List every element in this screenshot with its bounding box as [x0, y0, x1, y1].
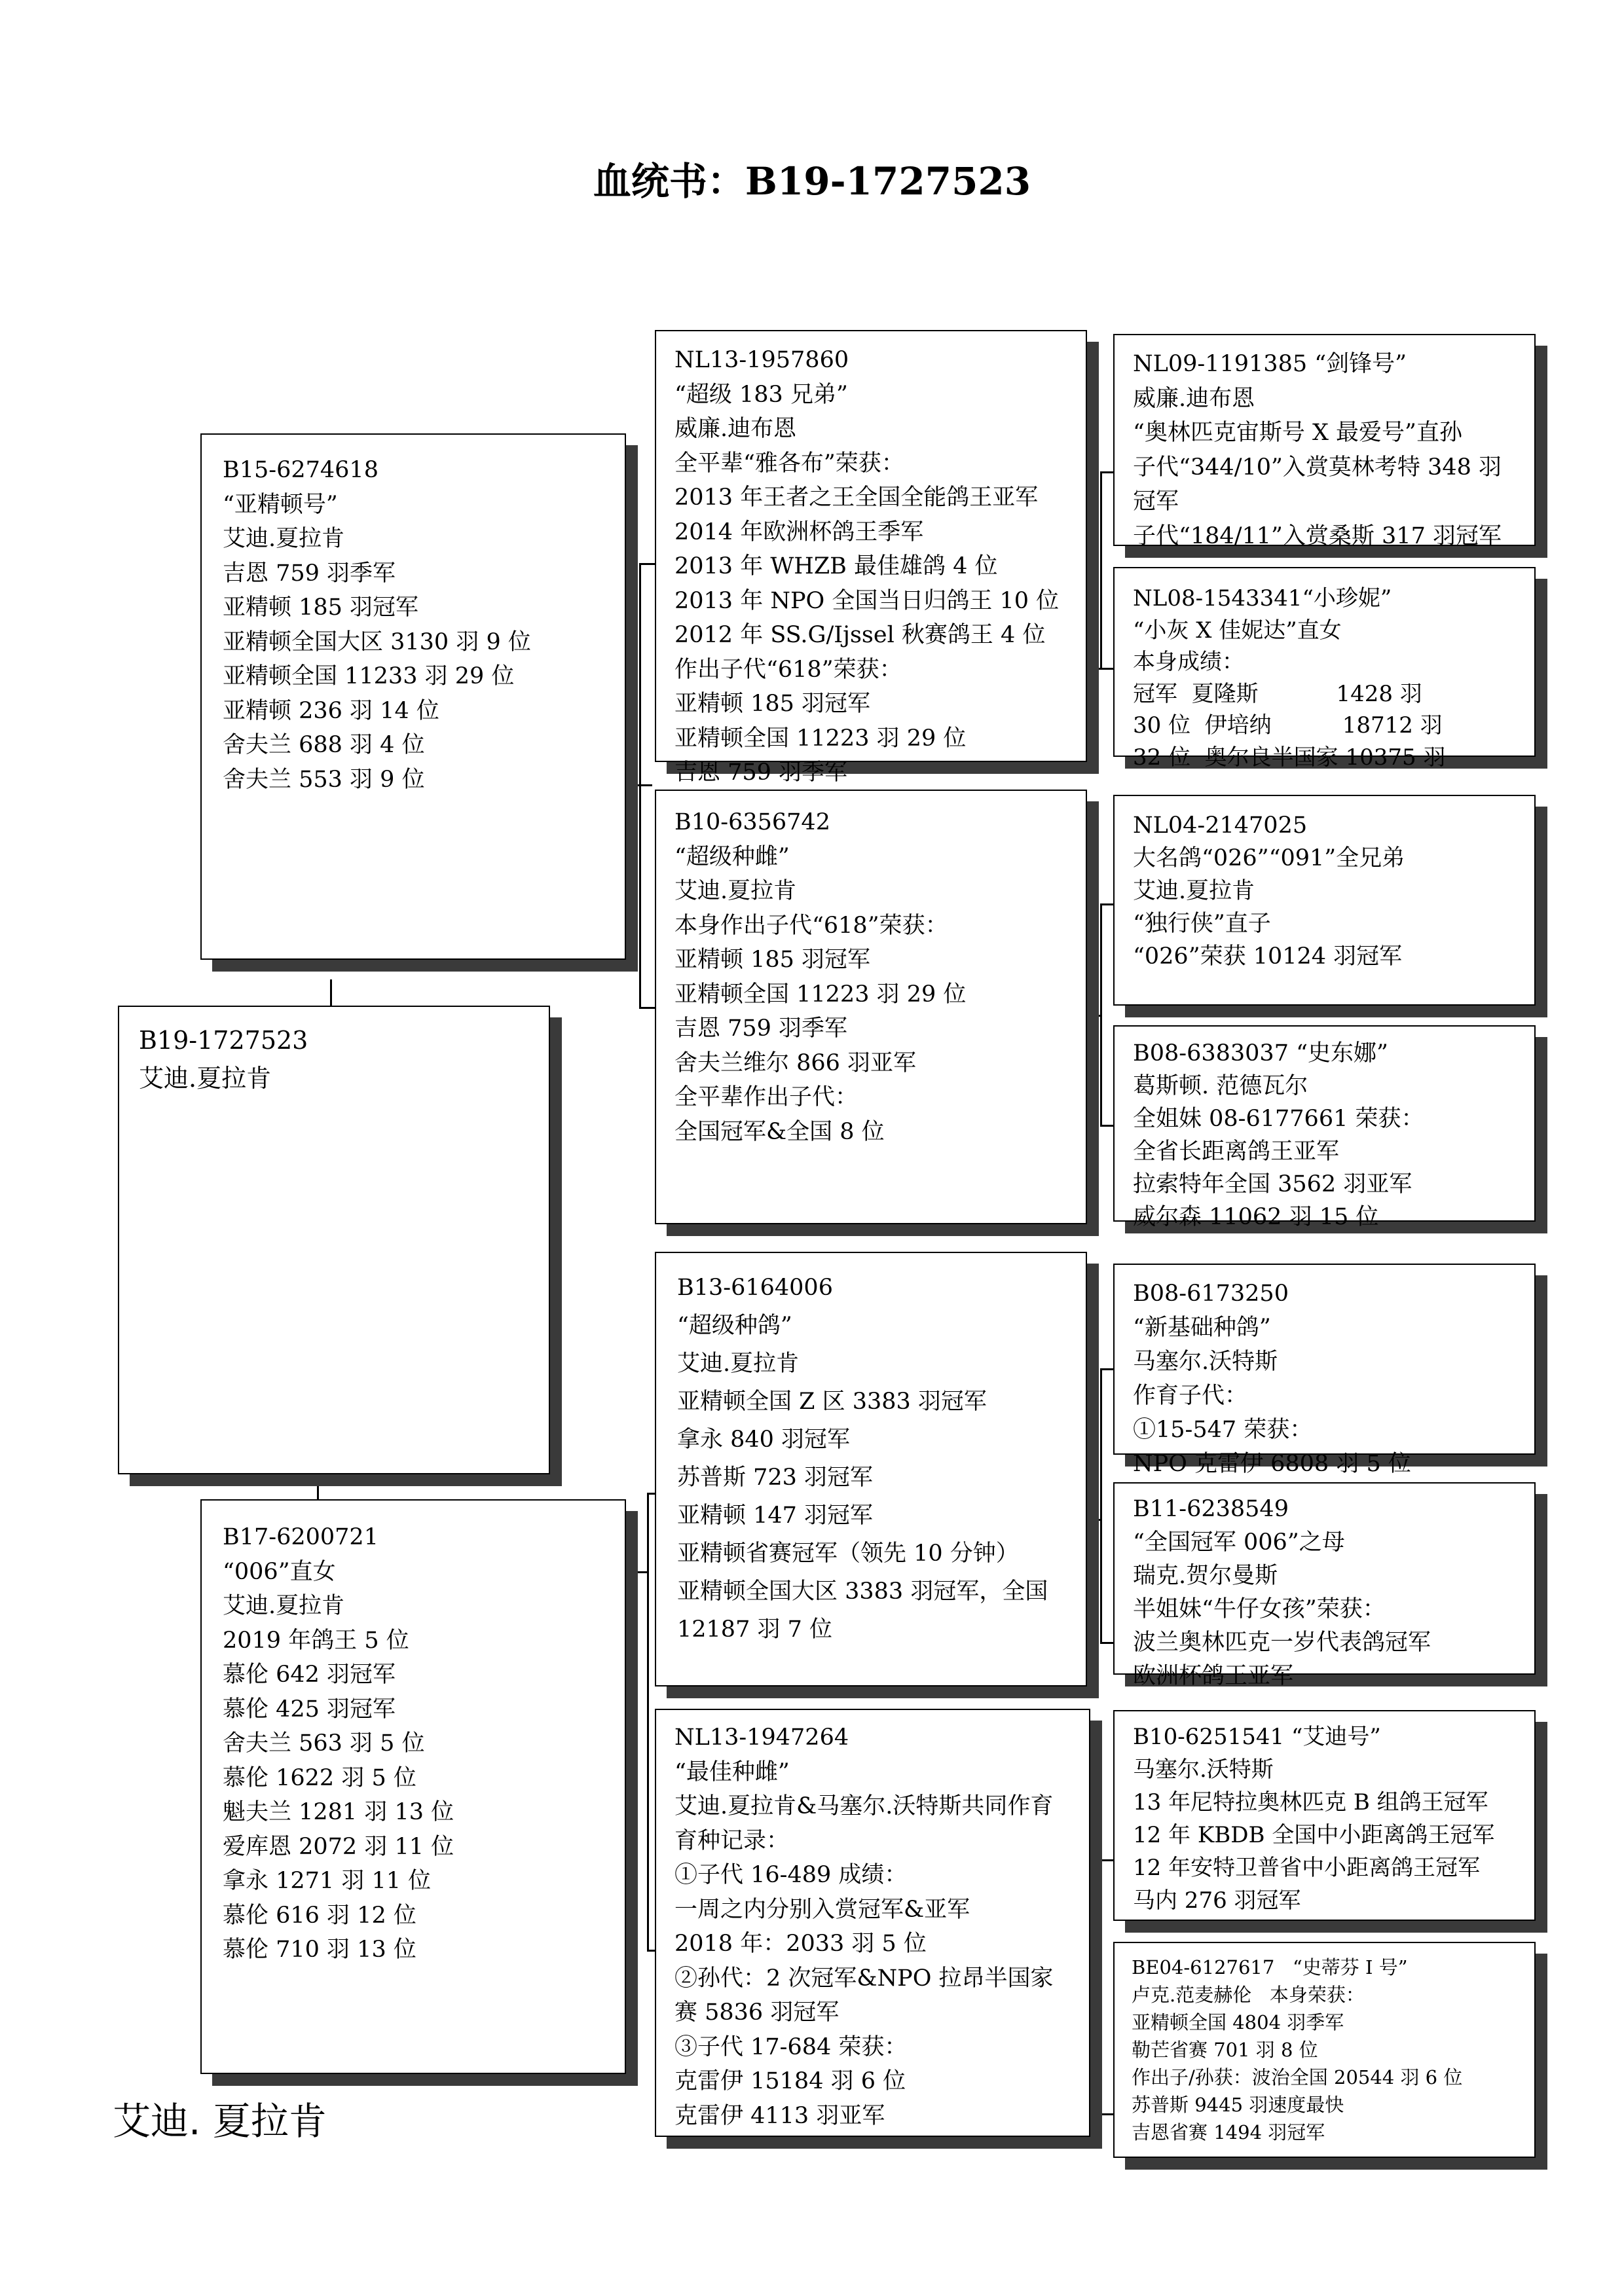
result-line: 亚精顿全国大区 3383 羽冠军，全国 — [677, 1578, 1048, 1605]
result-line: “独行侠”直子 — [1133, 911, 1271, 937]
bird-name: “全国冠军 006”之母 — [1133, 1529, 1345, 1556]
ring-number: B10-6251541 “艾迪号” — [1133, 1724, 1381, 1750]
great-grandparent-card-8 — [1113, 1942, 1536, 2158]
result-line: 舍夫兰 553 羽 9 位 — [223, 766, 425, 793]
result-line: 13 年尼特拉奥林匹克 B 组鸽王冠军 — [1133, 1789, 1488, 1815]
result-line: ①15-547 荣获： — [1133, 1417, 1313, 1443]
connector-line — [1100, 1368, 1102, 1643]
connector-line — [1100, 1125, 1113, 1127]
ring-number: NL04-2147025 — [1133, 812, 1308, 839]
breeder-footer: 艾迪. 夏拉肯 — [113, 2099, 327, 2143]
great-grandparent-card-5 — [1113, 1264, 1536, 1477]
result-line: 12 年安特卫普省中小距离鸽王冠军 — [1133, 1855, 1481, 1881]
result-line: 2012 年 SS.G/Ijssel 秋赛鸽王 4 位 — [674, 622, 1046, 648]
result-line: 30 位 伊培纳 18712 羽 — [1133, 712, 1443, 738]
result-line: NPO 克雷伊 6808 羽 5 位 — [1133, 1451, 1411, 1477]
result-line: 全国冠军&全国 8 位 — [674, 1118, 885, 1145]
result-line: 亚精顿全国 11223 羽 29 位 — [674, 725, 967, 752]
great-grandparent-card-2 — [1113, 567, 1536, 771]
connector-line — [1100, 668, 1113, 670]
connector-line — [1090, 1977, 1100, 1979]
result-line: 吉恩省赛 1494 羽冠军 — [1132, 2121, 1325, 2143]
ring-number: NL08-1543341“小珍妮” — [1133, 585, 1392, 611]
dam-card — [200, 1499, 626, 2074]
ring-number: NL09-1191385 “剑锋号” — [1133, 351, 1407, 377]
result-line: 全姐妹 08-6177661 荣获： — [1133, 1106, 1424, 1132]
result-line: 威尔森 11062 羽 15 位 — [1133, 1204, 1379, 1230]
ring-number: B08-6173250 — [1133, 1281, 1289, 1307]
result-line: 32 位 奥尔良半国家 10375 羽 — [1133, 744, 1446, 771]
connector-line — [317, 1474, 319, 1499]
ring-number: B15-6274618 — [223, 457, 378, 483]
section-heading: 本身成绩： — [1133, 649, 1244, 675]
result-line: ①子代 16-489 成绩： — [674, 1862, 908, 1888]
breeder-name: 马塞尔.沃特斯 — [1133, 1349, 1278, 1375]
result-line: 12187 羽 7 位 — [677, 1616, 832, 1643]
result-line: 作出子/孙获：波治全国 20544 羽 6 位 — [1132, 2066, 1463, 2088]
result-line: 本身作出子代“618”荣获： — [674, 912, 948, 939]
great-grandparent-card-4 — [1113, 1025, 1536, 1230]
bird-name: “超级种雌” — [674, 843, 790, 870]
result-line: 亚精顿全国大区 3130 羽 9 位 — [223, 629, 531, 655]
result-line: 舍夫兰 563 羽 5 位 — [223, 1730, 425, 1757]
breeder-name: 威廉.迪布恩 — [1133, 385, 1255, 412]
result-line: 吉恩 759 羽季军 — [223, 560, 396, 587]
ring-number: NL13-1947264 — [674, 1724, 849, 1751]
result-line: 马内 276 羽冠军 — [1133, 1887, 1301, 1914]
connector-line — [1087, 1519, 1100, 1521]
connector-line — [1087, 668, 1100, 670]
section-heading: 育种记录： — [674, 1827, 790, 1854]
connector-line — [1100, 471, 1102, 668]
result-line: 亚精顿全国 11223 羽 29 位 — [674, 981, 967, 1008]
result-line: 苏普斯 723 羽冠军 — [677, 1465, 874, 1491]
result-line: 舍夫兰 688 羽 4 位 — [223, 732, 425, 758]
connector-line — [1087, 1015, 1100, 1017]
sire-sire-card — [655, 330, 1087, 786]
result-line: 半姐妹“牛仔女孩”荣获： — [1133, 1596, 1386, 1622]
result-line: 慕伦 616 羽 12 位 — [223, 1902, 416, 1929]
great-grandparent-card-7 — [1113, 1710, 1536, 1921]
result-line: 魁夫兰 1281 羽 13 位 — [223, 1799, 454, 1825]
ring-number: B08-6383037 “史东娜” — [1133, 1040, 1388, 1066]
ring-number: B17-6200721 — [223, 1524, 378, 1550]
result-line: ③子代 17-684 荣获： — [674, 2033, 908, 2060]
result-line: 舍夫兰维尔 866 羽亚军 — [674, 1049, 917, 1076]
result-line: 作出子代“618”荣获： — [674, 656, 902, 683]
result-line: 2013 年王者之王全国全能鸽王亚军 — [674, 484, 1039, 511]
connector-line — [639, 563, 641, 1008]
subject-bird-card — [118, 1006, 550, 1474]
result-line: 亚精顿全国 Z 区 3383 羽冠军 — [677, 1389, 987, 1415]
connector-line — [647, 1493, 649, 1951]
dam-dam-card — [655, 1709, 1090, 2137]
result-line: 拿永 840 羽冠军 — [677, 1427, 851, 1453]
ring-number: B10-6356742 — [674, 809, 830, 835]
result-line: 亚精顿 185 羽冠军 — [223, 594, 419, 621]
result-line: 冠军 夏隆斯 1428 羽 — [1133, 680, 1422, 707]
bird-name: “新基础种鸽” — [1133, 1315, 1271, 1341]
result-line: 全平辈作出子代： — [674, 1084, 858, 1110]
document-title: 血统书：B19-1727523 — [593, 159, 1031, 204]
result-line: 拉索特年全国 3562 羽亚军 — [1133, 1171, 1412, 1197]
sire-dam-card — [655, 790, 1087, 1224]
bird-name: “小灰 X 佳妮达”直女 — [1133, 617, 1342, 644]
result-line: 全省长距离鸽王亚军 — [1133, 1139, 1340, 1165]
result-line: 拿永 1271 羽 11 位 — [223, 1868, 432, 1894]
breeder-name: 威廉.迪布恩 — [674, 416, 797, 442]
result-line: 亚精顿 236 羽 14 位 — [223, 697, 439, 724]
connector-line — [1100, 903, 1102, 1126]
connector-line — [330, 979, 332, 1006]
result-line: 慕伦 425 羽冠军 — [223, 1696, 396, 1722]
result-line: 一周之内分别入赏冠军&亚军 — [674, 1896, 970, 1923]
connector-line — [1100, 2113, 1113, 2115]
breeder-name: 艾迪.夏拉肯 — [1133, 878, 1255, 904]
result-line: 爱库恩 2072 羽 11 位 — [223, 1833, 454, 1860]
result-line: 2013 年 NPO 全国当日归鸽王 10 位 — [674, 587, 1060, 614]
breeder-name: 艾迪.夏拉肯 — [677, 1351, 800, 1377]
connector-line — [1100, 1859, 1102, 2115]
sire-card — [200, 433, 626, 960]
breeder-name: 艾迪.夏拉肯 — [139, 1064, 272, 1093]
result-line: 慕伦 642 羽冠军 — [223, 1662, 396, 1688]
result-line: 2019 年鸽王 5 位 — [223, 1627, 409, 1654]
dam-sire-card — [655, 1252, 1087, 1686]
result-line: 大名鸽“026”“091”全兄弟 — [1133, 845, 1405, 871]
great-grandparent-card-3 — [1113, 795, 1536, 1006]
breeder-name: 葛斯顿. 范德瓦尔 — [1133, 1073, 1308, 1099]
result-line: 克雷伊 15184 羽 6 位 — [674, 2068, 906, 2094]
connector-line — [629, 1571, 648, 1573]
result-line: 子代“344/10”入赏莫林考特 348 羽冠军 — [1133, 454, 1502, 515]
breeder-name: 卢克.范麦赫伦 本身荣获： — [1132, 1984, 1365, 2006]
bird-name: “亚精顿号” — [223, 491, 338, 518]
breeder-name: 艾迪.夏拉肯 — [674, 878, 797, 904]
result-line: 吉恩 759 羽季军 — [674, 759, 848, 786]
result-line: 2018 年：2033 羽 5 位 — [674, 1931, 927, 1957]
great-grandparent-card-1 — [1113, 334, 1536, 549]
ring-number: B11-6238549 — [1133, 1496, 1289, 1522]
result-line: 亚精顿省赛冠军（领先 10 分钟） — [677, 1540, 1019, 1567]
breeder-name: 艾迪.夏拉肯&马塞尔.沃特斯共同作育 — [674, 1793, 1054, 1819]
result-line: 亚精顿 185 羽冠军 — [674, 947, 871, 973]
result-line: 勒芒省赛 701 羽 8 位 — [1132, 2039, 1318, 2061]
result-line: 亚精顿 147 羽冠军 — [677, 1503, 874, 1529]
result-line: 苏普斯 9445 羽速度最快 — [1132, 2094, 1344, 2116]
bird-name: “超级 183 兄弟” — [674, 381, 848, 408]
result-line: 12 年 KBDB 全国中小距离鸽王冠军 — [1133, 1822, 1495, 1848]
result-line: ②孙代：2 次冠军&NPO 拉昂半国家赛 5836 羽冠军 — [674, 1965, 1054, 2026]
breeder-name: 瑞克.贺尔曼斯 — [1133, 1563, 1278, 1589]
result-line: 全平辈“雅各布”荣获： — [674, 450, 904, 477]
bird-name: “006”直女 — [223, 1558, 336, 1585]
connector-line — [1100, 1368, 1113, 1370]
bird-name: “超级种鸽” — [677, 1313, 792, 1339]
connector-line — [1100, 903, 1113, 905]
breeder-name: 艾迪.夏拉肯 — [223, 526, 345, 552]
bird-name: “最佳种雌” — [674, 1758, 790, 1785]
result-line: 欧洲杯鸽王亚军 — [1133, 1663, 1294, 1689]
result-line: 吉恩 759 羽季军 — [674, 1015, 848, 1042]
result-line: 2014 年欧洲杯鸽王季军 — [674, 519, 924, 545]
great-grandparent-card-6 — [1113, 1482, 1536, 1689]
result-line: 慕伦 710 羽 13 位 — [223, 1937, 416, 1963]
breeder-name: 马塞尔.沃特斯 — [1133, 1757, 1274, 1783]
connector-line — [1100, 1642, 1113, 1644]
result-line: 亚精顿全国 4804 羽季军 — [1132, 2011, 1344, 2033]
section-heading: 作育子代： — [1133, 1383, 1248, 1409]
breeder-name: 艾迪.夏拉肯 — [223, 1593, 345, 1619]
result-line: 慕伦 1622 羽 5 位 — [223, 1764, 416, 1791]
connector-line — [1100, 1859, 1113, 1861]
connector-line — [1100, 471, 1113, 473]
result-line: 亚精顿全国 11233 羽 29 位 — [223, 663, 515, 689]
ring-number: BE04-6127617 “史蒂芬 I 号” — [1132, 1956, 1408, 1978]
ring-number: NL13-1957860 — [674, 347, 849, 373]
result-line: “奥林匹克宙斯号 X 最爱号”直孙 — [1133, 420, 1462, 446]
result-line: 克雷伊 4113 羽亚军 — [674, 2102, 885, 2129]
result-line: 子代“184/11”入赏桑斯 317 羽冠军 — [1133, 522, 1502, 549]
result-line: 亚精顿 185 羽冠军 — [674, 691, 871, 717]
ring-number: B19-1727523 — [139, 1026, 308, 1055]
result-line: “026”荣获 10124 羽冠军 — [1133, 943, 1403, 970]
result-line: 2013 年 WHZB 最佳雄鸽 4 位 — [674, 553, 998, 579]
result-line: 波兰奥林匹克一岁代表鸽冠军 — [1133, 1630, 1431, 1656]
ring-number: B13-6164006 — [677, 1275, 833, 1301]
